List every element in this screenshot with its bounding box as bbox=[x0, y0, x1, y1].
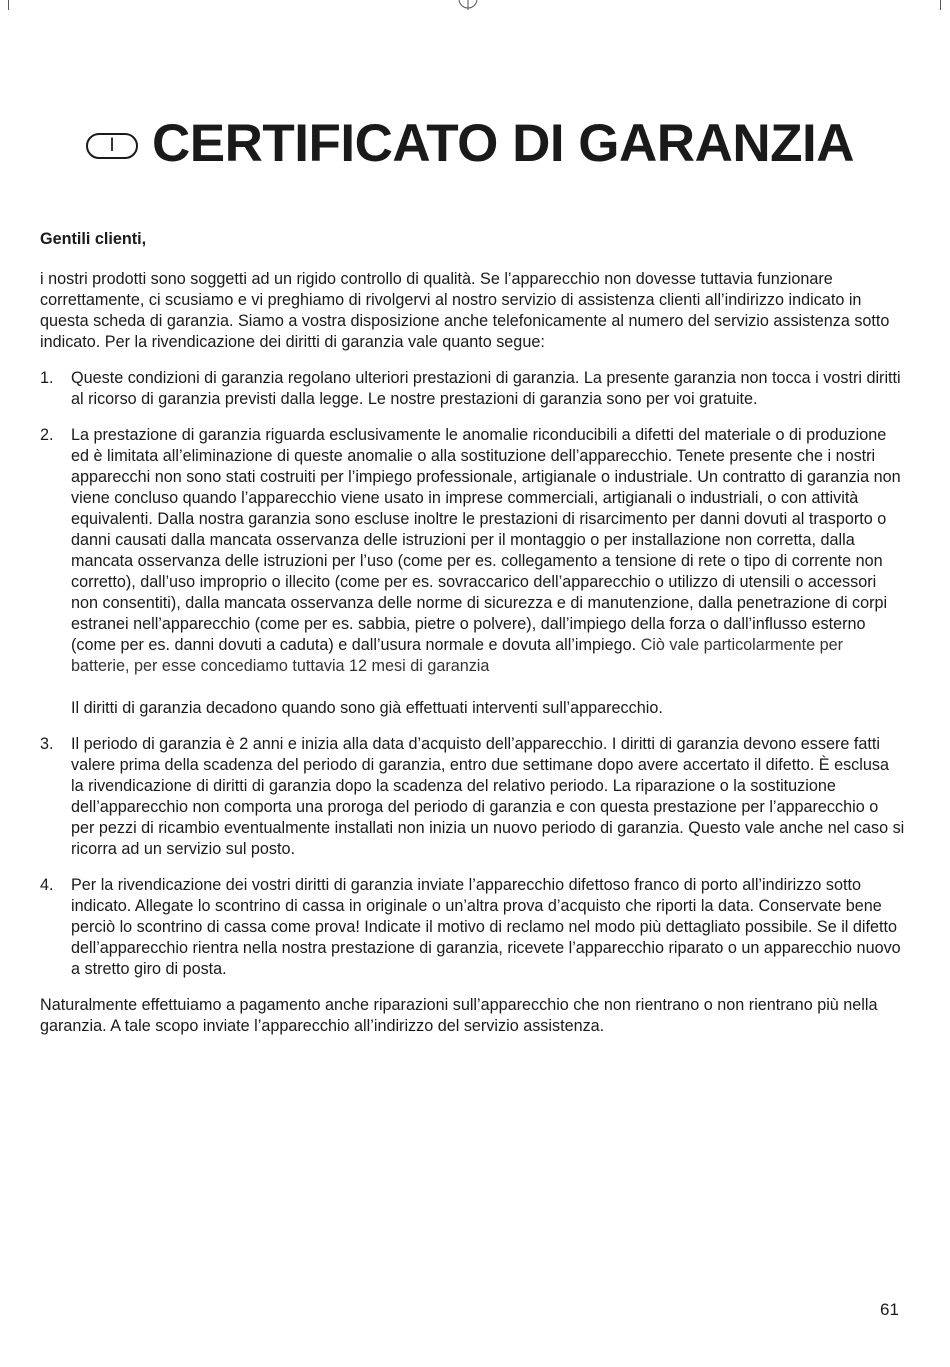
list-text: Queste condizioni di garanzia regolano ulteriori prestazioni di garanzia. La presente garanzia non tocca i vostri diritti al ricorso di garanzia previsti dalla legge. Le nostre prestazioni di garanzia sono per voi gratuite. bbox=[71, 369, 901, 408]
list-number: 3. bbox=[40, 735, 54, 753]
list-item-4 bbox=[40, 875, 906, 980]
crop-mark-right bbox=[940, 0, 941, 10]
list-number: 4. bbox=[40, 876, 54, 894]
list-number: 1. bbox=[40, 369, 54, 387]
language-badge: I bbox=[86, 133, 138, 159]
closing-paragraph: Naturalmente effettuiamo a pagamento anche riparazioni sull’apparecchio che non rientrano o non rientrano più nella garanzia. A tale scopo inviate l’apparecchio all’indirizzo del servizio assistenza. bbox=[40, 996, 878, 1035]
list-item-1 bbox=[40, 368, 906, 410]
page-header bbox=[86, 112, 854, 176]
list-text: Il periodo di garanzia è 2 anni e inizia alla data d’acquisto dell’apparecchio. I diritti di garanzia devono essere fatti valere prima della scadenza del periodo di garanzia, entro due settimane dopo avere accertato il difetto. È esclusa la rivendicazione di diritti di garanzia dopo la scadenza del relativo periodo. La riparazione o la sostituzione dell’apparecchio non comporta una proroga del periodo di garanzia e con questa prestazione per l’apparecchio o per pezzi di ricambio eventualmente installati non inizia un nuovo periodo di garanzia. Questo vale anche nel caso si ricorra ad un servizio sul posto. bbox=[71, 735, 905, 858]
warranty-body bbox=[40, 229, 906, 1037]
list-text-battery-note: Ciò vale particolarmente per batterie, per esse concediamo tuttavia 12 mesi di garanzia bbox=[71, 636, 844, 675]
registration-mark-icon bbox=[457, 0, 479, 10]
list-item-2 bbox=[40, 425, 906, 719]
list-subparagraph: Il diritti di garanzia decadono quando sono già effettuati interventi sull’apparecchio. bbox=[71, 699, 663, 717]
greeting: Gentili clienti, bbox=[40, 230, 147, 248]
crop-mark-left bbox=[8, 0, 9, 10]
list-item-3 bbox=[40, 734, 906, 860]
list-text: Per la rivendicazione dei vostri diritti di garanzia inviate l’apparecchio difettoso franco di porto all’indirizzo sotto indicato. Allegate lo scontrino di cassa in originale o un’altra prova d’acquisto che riporti la data. Conservate bene perciò lo scontrino di cassa come prova! Indicate il motivo di reclamo nel modo più dettagliato possibile. Se il difetto dell’apparecchio rientra nella nostra prestazione di garanzia, ricevete l’apparecchio riparato o un apparecchio nuovo a stretto giro di posta. bbox=[71, 876, 901, 978]
list-text bbox=[71, 425, 906, 677]
list-text-main: La prestazione di garanzia riguarda esclusivamente le anomalie riconducibili a difetti del materiale o di produzione ed è limitata all’eliminazione di queste anomalie o alla sostituzione dell’apparecchio. Tenete presente che i nostri apparecchi non sono stati costruiti per l’impiego professionale, artigianale o industriale. Un contratto di garanzia non viene concluso quando l’apparecchio viene usato in imprese commerciali, artigianali o industriali, o con attività equivalenti. Dalla nostra garanzia sono escluse inoltre le prestazioni di risarcimento per danni dovuti al trasporto o danni causati dalla mancata osservanza delle istruzioni per il montaggio o per installazione non corretta, dalla mancata osservanza delle istruzioni per l’uso (come per es. collegamento a tensione di rete o tipo di corrente non corretto), dall’uso improprio o illecito (come per es. sovraccarico dell’apparecchio o utilizzo di utensili o accessori non consentiti), dalla mancata osservanza delle norme di sicurezza e di manutenzione, dalla penetrazione di corpi estranei nell’apparecchio (come per es. sabbia, pietre o polvere), dall’impiego della forza o dall’influsso esterno (come per es. danni dovuti a caduta) e dall’usura normale e dovuta all’impiego. bbox=[71, 426, 901, 654]
intro-paragraph: i nostri prodotti sono soggetti ad un rigido controllo di qualità. Se l’apparecchio non dovesse tuttavia funzionare correttamente, ci scusiamo e vi preghiamo di rivolgervi al nostro servizio di assistenza clienti all’indirizzo indicato in questa scheda di garanzia. Siamo a vostra disposizione anche telefonicamente al numero del servizio assistenza sotto indicato. Per la rivendicazione dei diritti di garanzia vale quanto segue: bbox=[40, 270, 890, 351]
list-number: 2. bbox=[40, 426, 54, 444]
page-title: CERTIFICATO DI GARANZIA bbox=[152, 114, 855, 173]
page-number: 61 bbox=[880, 1300, 899, 1319]
